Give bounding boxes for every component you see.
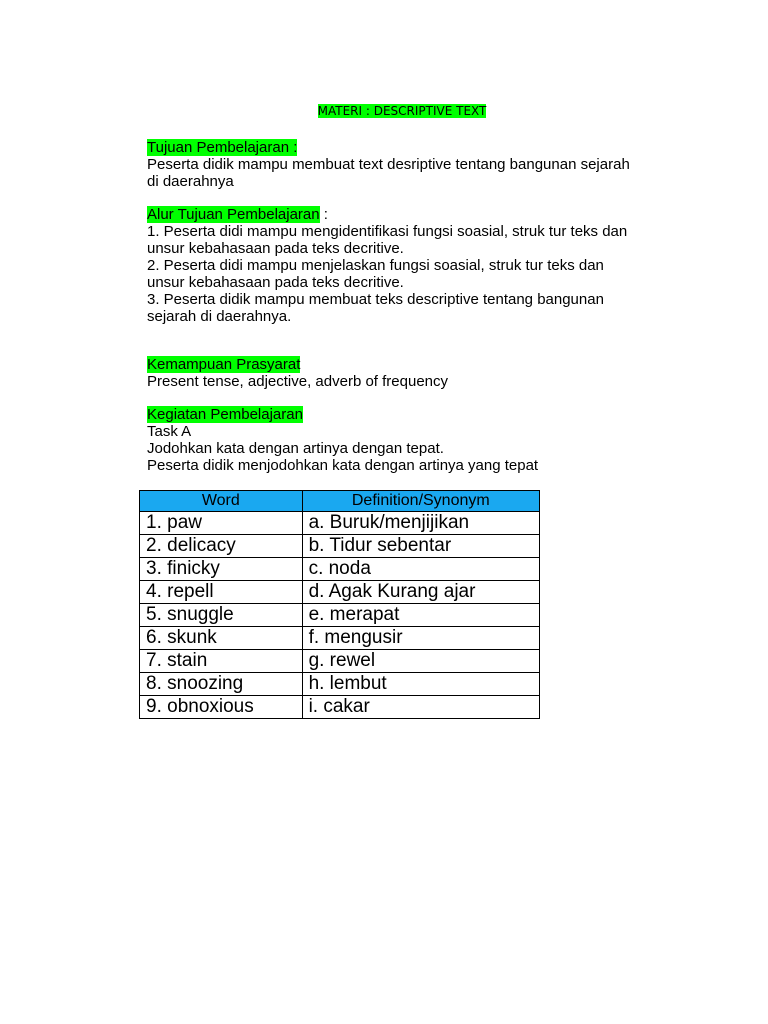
word-cell: 4. repell: [140, 581, 303, 604]
table-row: [140, 535, 540, 558]
table-row: [140, 512, 540, 535]
word-cell: 6. skunk: [140, 627, 303, 650]
word-cell: 3. finicky: [140, 558, 303, 581]
prasyarat-section: [147, 356, 667, 390]
table-row: [140, 604, 540, 627]
prasyarat-heading: Kemampuan Prasyarat: [147, 356, 301, 373]
kegiatan-section: [147, 406, 667, 474]
alur-line: unsur kebahasaan pada teks decritive.: [147, 274, 404, 291]
table-row: [140, 627, 540, 650]
definition-cell: c. noda: [302, 558, 539, 581]
definition-cell: d. Agak Kurang ajar: [302, 581, 539, 604]
header-definition: Definition/Synonym: [302, 491, 539, 512]
word-cell: 1. paw: [140, 512, 303, 535]
table-row: [140, 558, 540, 581]
kegiatan-heading: Kegiatan Pembelajaran: [147, 406, 303, 423]
definition-cell: f. mengusir: [302, 627, 539, 650]
table-row: [140, 673, 540, 696]
word-cell: 8. snoozing: [140, 673, 303, 696]
vocabulary-table: [139, 490, 540, 719]
alur-line: 2. Peserta didi mampu menjelaskan fungsi soasial, struk tur teks dan: [147, 257, 604, 274]
alur-line: sejarah di daerahnya.: [147, 308, 292, 325]
definition-cell: e. merapat: [302, 604, 539, 627]
title-highlight: MATERI : DESCRIPTIVE TEXT: [317, 104, 487, 118]
word-cell: 2. delicacy: [140, 535, 303, 558]
prasyarat-text: Present tense, adjective, adverb of frequency: [147, 373, 449, 390]
word-cell: 5. snuggle: [140, 604, 303, 627]
definition-cell: a. Buruk/menjijikan: [302, 512, 539, 535]
definition-cell: g. rewel: [302, 650, 539, 673]
document-title: [0, 103, 768, 119]
header-word: Word: [140, 491, 303, 512]
alur-line: 1. Peserta didi mampu mengidentifikasi fungsi soasial, struk tur teks dan: [147, 223, 628, 240]
alur-line: 3. Peserta didik mampu membuat teks descriptive tentang bangunan: [147, 291, 604, 308]
definition-cell: i. cakar: [302, 696, 539, 719]
table-row: [140, 581, 540, 604]
kegiatan-line: Task A: [147, 423, 192, 440]
table-row: [140, 696, 540, 719]
alur-line: unsur kebahasaan pada teks decritive.: [147, 240, 404, 257]
kegiatan-line: Peserta didik menjodohkan kata dengan artinya yang tepat: [147, 457, 539, 474]
definition-cell: b. Tidur sebentar: [302, 535, 539, 558]
tujuan-heading: Tujuan Pembelajaran :: [147, 139, 298, 156]
definition-cell: h. lembut: [302, 673, 539, 696]
alur-section: [147, 206, 667, 325]
table-header-row: [140, 491, 540, 512]
kegiatan-line: Jodohkan kata dengan artinya dengan tepat.: [147, 440, 444, 457]
table-row: [140, 650, 540, 673]
tujuan-section: [147, 139, 667, 190]
word-cell: 9. obnoxious: [140, 696, 303, 719]
tujuan-line: Peserta didik mampu membuat text desriptive tentang bangunan sejarah: [147, 156, 630, 173]
alur-heading: Alur Tujuan Pembelajaran :: [147, 206, 328, 223]
tujuan-line: di daerahnya: [147, 173, 234, 190]
word-cell: 7. stain: [140, 650, 303, 673]
